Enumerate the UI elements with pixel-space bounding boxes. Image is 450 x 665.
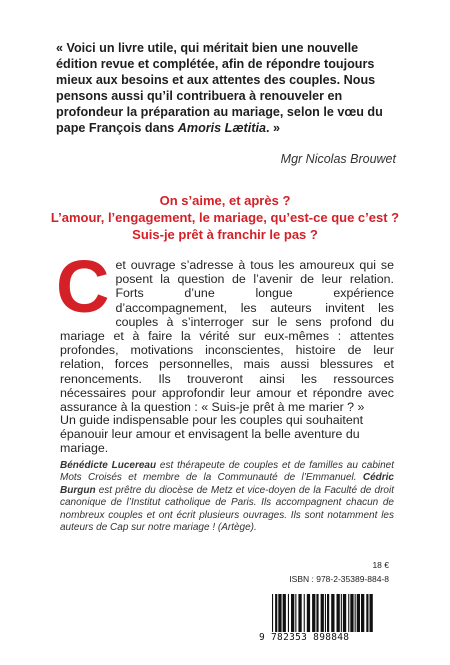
barcode-bar (327, 594, 329, 632)
barcode-bar (288, 594, 289, 632)
barcode-bar (312, 594, 315, 632)
barcode-bar (361, 594, 364, 632)
barcode-bar (357, 594, 360, 632)
author-2-bio: est prêtre du diocèse de Metz et vice-doyen de la Faculté de droit canonique de l’Institut catholique de Paris. Ils accompagnent chacun de nombreux couples et ont écrit plusieurs ouvrages. Ils sont notamment les auteurs de (60, 484, 394, 534)
headline-line-3: Suis-je prêt à franchir le pas ? (132, 227, 318, 242)
publisher-note: (Artège). (215, 522, 257, 534)
barcode-bar (325, 594, 326, 632)
headline-line-1: On s’aime, et après ? (159, 193, 291, 208)
barcode-bar (321, 594, 324, 632)
book-title: Cap sur notre mariage ! (110, 522, 216, 534)
body-paragraph-2: Un guide indispensable pour les couples qui souhaitent épanouir leur amour et envisagent la belle aventure du mariage. (60, 413, 364, 456)
barcode-bar (295, 594, 296, 632)
drop-cap: C (56, 245, 110, 328)
quote-text-end: . » (265, 121, 280, 135)
barcode-bar (331, 594, 334, 632)
body-paragraph-1 (56, 245, 394, 415)
author-1-name: Bénédicte Lucereau (60, 460, 157, 471)
barcode-bar (316, 594, 318, 632)
barcode-bar (350, 594, 353, 632)
barcode-bar (348, 594, 349, 632)
barcode-bar (298, 594, 301, 632)
barcode-bar (355, 594, 356, 632)
barcode-digits: 9 782353 898848 (259, 632, 350, 643)
barcode-bar (370, 594, 373, 632)
barcode-bar (337, 594, 340, 632)
barcode-bar (283, 594, 286, 632)
quote-author: Mgr Nicolas Brouwet (280, 152, 396, 166)
headline-line-2: L’amour, l’engagement, le mariage, qu’est-ce que c’est ? (50, 210, 400, 225)
barcode-bar (366, 594, 368, 632)
barcode-bar (341, 594, 342, 632)
author-1-bio: est thérapeute de couples et de familles au cabinet Mots Croisés et membre de la Communauté de l’Emmanuel. (60, 460, 394, 484)
barcode-bar (275, 594, 277, 632)
barcode-bar (307, 594, 310, 632)
barcode-bar (291, 594, 294, 632)
quote-text-start: « Voici un livre utile, qui méritait bien une nouvelle édition revue et complétée, afin de répondre toujours mieux aux besoins et aux attentes des couples. Nous pensons aussi qu’il contribuera à renouveler en profondeur la préparation au mariage, selon le vœu du pape François dans (56, 41, 383, 135)
barcode-bar (278, 594, 281, 632)
body-paragraph-1-text: et ouvrage s’adresse à tous les amoureux qui se posent la question de l’avenir de leur relation. Forts d’une longue expérience d’accompagnement, les auteurs invitent les couples à s’interroger sur le sens profond du mariage et à faire la vérité sur eux-mêmes : attentes profondes, motivations inconscientes, histoire de leur relation, forces personnelles, mais aussi blessures et renoncements. Ils trouveront ainsi les ressources nécessaires pour approfondir leur amour et répondre avec assurance à la question : « Suis-je prêt à me marier ? » (60, 258, 394, 415)
barcode-icon (270, 594, 390, 632)
author-2-name: Cédric Burgun (60, 472, 394, 496)
barcode-bar (343, 594, 346, 632)
quote-encyclical-title: Amoris Lætitia (177, 121, 266, 135)
barcode-bar (304, 594, 305, 632)
isbn-label: ISBN : 978-2-35389-884-8 (289, 574, 389, 584)
price-label: 18 € (372, 560, 389, 570)
author-bio (60, 460, 394, 534)
headline (50, 192, 400, 243)
barcode-bar (272, 594, 273, 632)
endorsement-quote (56, 40, 401, 136)
